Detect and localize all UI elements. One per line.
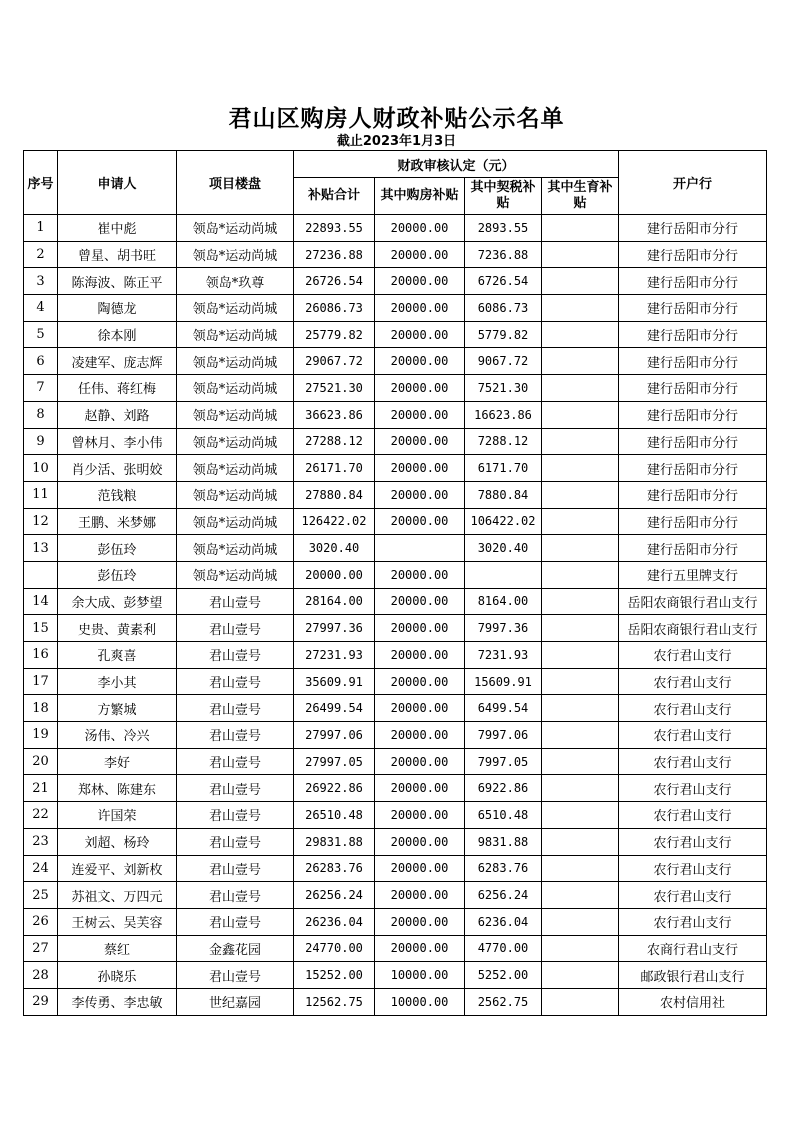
table-row bbox=[24, 268, 767, 295]
cell-applicant: 王鹏、米梦娜 bbox=[58, 508, 177, 535]
cell-applicant: 曾林月、李小伟 bbox=[58, 428, 177, 455]
cell-bank: 农行君山支行 bbox=[619, 642, 767, 669]
cell-seq: 22 bbox=[24, 802, 58, 829]
cell-bank: 建行岳阳市分行 bbox=[619, 348, 767, 375]
cell-seq: 16 bbox=[24, 642, 58, 669]
cell-total: 29831.88 bbox=[294, 828, 375, 855]
cell-bank: 岳阳农商银行君山支行 bbox=[619, 588, 767, 615]
cell-purchase: 20000.00 bbox=[375, 668, 465, 695]
cell-purchase: 20000.00 bbox=[375, 775, 465, 802]
cell-applicant: 范钱粮 bbox=[58, 481, 177, 508]
cell-applicant: 刘超、杨玲 bbox=[58, 828, 177, 855]
cell-bank: 邮政银行君山支行 bbox=[619, 962, 767, 989]
header-applicant: 申请人 bbox=[58, 151, 177, 215]
cell-applicant: 肖少活、张明姣 bbox=[58, 455, 177, 482]
cell-applicant: 连爱平、刘新枚 bbox=[58, 855, 177, 882]
cell-seq: 2 bbox=[24, 241, 58, 268]
cell-birth bbox=[542, 802, 619, 829]
table-row bbox=[24, 295, 767, 322]
cell-deed: 8164.00 bbox=[465, 588, 542, 615]
header-deed: 其中契税补贴 bbox=[465, 178, 542, 215]
cell-seq: 20 bbox=[24, 748, 58, 775]
cell-purchase: 20000.00 bbox=[375, 642, 465, 669]
cell-seq: 5 bbox=[24, 321, 58, 348]
cell-applicant: 陈海波、陈正平 bbox=[58, 268, 177, 295]
cell-purchase: 20000.00 bbox=[375, 375, 465, 402]
cell-deed: 7236.88 bbox=[465, 241, 542, 268]
cell-total: 22893.55 bbox=[294, 215, 375, 242]
cell-total: 26256.24 bbox=[294, 882, 375, 909]
cell-total: 27997.06 bbox=[294, 722, 375, 749]
cell-bank: 农商行君山支行 bbox=[619, 935, 767, 962]
table-row bbox=[24, 508, 767, 535]
cell-birth bbox=[542, 828, 619, 855]
cell-birth bbox=[542, 295, 619, 322]
cell-bank: 农行君山支行 bbox=[619, 722, 767, 749]
cell-bank: 建行五里牌支行 bbox=[619, 561, 767, 588]
cell-bank: 建行岳阳市分行 bbox=[619, 295, 767, 322]
table-row bbox=[24, 828, 767, 855]
cell-applicant: 苏祖文、万四元 bbox=[58, 882, 177, 909]
cell-total: 26236.04 bbox=[294, 908, 375, 935]
cell-applicant: 孔爽喜 bbox=[58, 642, 177, 669]
cell-birth bbox=[542, 668, 619, 695]
cell-deed: 9831.88 bbox=[465, 828, 542, 855]
cell-seq bbox=[24, 561, 58, 588]
cell-seq: 23 bbox=[24, 828, 58, 855]
cell-seq: 28 bbox=[24, 962, 58, 989]
cell-seq: 25 bbox=[24, 882, 58, 909]
cell-birth bbox=[542, 508, 619, 535]
cell-deed: 7997.05 bbox=[465, 748, 542, 775]
table-row bbox=[24, 535, 767, 562]
cell-project: 领岛*运动尚城 bbox=[177, 508, 294, 535]
cell-bank: 农行君山支行 bbox=[619, 908, 767, 935]
cell-purchase: 20000.00 bbox=[375, 241, 465, 268]
cell-purchase: 10000.00 bbox=[375, 962, 465, 989]
cell-bank: 建行岳阳市分行 bbox=[619, 268, 767, 295]
cell-purchase: 20000.00 bbox=[375, 802, 465, 829]
cell-birth bbox=[542, 375, 619, 402]
cell-seq: 21 bbox=[24, 775, 58, 802]
cell-applicant: 汤伟、冷兴 bbox=[58, 722, 177, 749]
cell-deed: 6171.70 bbox=[465, 455, 542, 482]
cell-deed: 5252.00 bbox=[465, 962, 542, 989]
cell-applicant: 彭伍玲 bbox=[58, 561, 177, 588]
cell-purchase: 20000.00 bbox=[375, 748, 465, 775]
cell-seq: 24 bbox=[24, 855, 58, 882]
cell-birth bbox=[542, 642, 619, 669]
cell-total: 24770.00 bbox=[294, 935, 375, 962]
header-seq: 序号 bbox=[24, 151, 58, 215]
cell-purchase: 20000.00 bbox=[375, 828, 465, 855]
cell-applicant: 陶德龙 bbox=[58, 295, 177, 322]
cell-bank: 农行君山支行 bbox=[619, 748, 767, 775]
cell-total: 126422.02 bbox=[294, 508, 375, 535]
cell-total: 26499.54 bbox=[294, 695, 375, 722]
cell-birth bbox=[542, 321, 619, 348]
cell-project: 领岛*运动尚城 bbox=[177, 375, 294, 402]
header-birth: 其中生育补贴 bbox=[542, 178, 619, 215]
cell-bank: 农行君山支行 bbox=[619, 668, 767, 695]
subsidy-table bbox=[23, 150, 767, 1016]
cell-applicant: 凌建军、庞志辉 bbox=[58, 348, 177, 375]
cell-total: 27288.12 bbox=[294, 428, 375, 455]
cell-bank: 建行岳阳市分行 bbox=[619, 508, 767, 535]
cell-deed: 106422.02 bbox=[465, 508, 542, 535]
cell-seq: 17 bbox=[24, 668, 58, 695]
cell-project: 君山壹号 bbox=[177, 748, 294, 775]
cell-deed: 6922.86 bbox=[465, 775, 542, 802]
cell-seq: 15 bbox=[24, 615, 58, 642]
cell-purchase: 20000.00 bbox=[375, 908, 465, 935]
cell-purchase: 10000.00 bbox=[375, 988, 465, 1015]
table-row bbox=[24, 428, 767, 455]
cell-total: 15252.00 bbox=[294, 962, 375, 989]
table-row bbox=[24, 401, 767, 428]
header-finance-group: 财政审核认定（元） bbox=[294, 151, 619, 178]
cell-bank: 建行岳阳市分行 bbox=[619, 321, 767, 348]
cell-birth bbox=[542, 695, 619, 722]
cell-deed: 7997.06 bbox=[465, 722, 542, 749]
cell-total: 27997.05 bbox=[294, 748, 375, 775]
cell-applicant: 赵静、刘路 bbox=[58, 401, 177, 428]
table-row bbox=[24, 561, 767, 588]
table-row bbox=[24, 962, 767, 989]
cell-project: 世纪嘉园 bbox=[177, 988, 294, 1015]
cell-seq: 1 bbox=[24, 215, 58, 242]
cell-applicant: 郑林、陈建东 bbox=[58, 775, 177, 802]
table-row bbox=[24, 642, 767, 669]
cell-birth bbox=[542, 241, 619, 268]
cell-purchase: 20000.00 bbox=[375, 855, 465, 882]
cell-birth bbox=[542, 348, 619, 375]
cell-applicant: 方繁城 bbox=[58, 695, 177, 722]
cell-seq: 10 bbox=[24, 455, 58, 482]
cell-birth bbox=[542, 401, 619, 428]
cell-seq: 27 bbox=[24, 935, 58, 962]
cell-project: 君山壹号 bbox=[177, 828, 294, 855]
cell-seq: 13 bbox=[24, 535, 58, 562]
cell-project: 君山壹号 bbox=[177, 882, 294, 909]
cell-purchase: 20000.00 bbox=[375, 561, 465, 588]
table-row bbox=[24, 775, 767, 802]
cell-project: 君山壹号 bbox=[177, 695, 294, 722]
cell-seq: 12 bbox=[24, 508, 58, 535]
cell-applicant: 许国荣 bbox=[58, 802, 177, 829]
table-row bbox=[24, 215, 767, 242]
cell-purchase: 20000.00 bbox=[375, 695, 465, 722]
cell-purchase: 20000.00 bbox=[375, 722, 465, 749]
cell-purchase: 20000.00 bbox=[375, 295, 465, 322]
cell-birth bbox=[542, 962, 619, 989]
cell-total: 25779.82 bbox=[294, 321, 375, 348]
cell-bank: 农村信用社 bbox=[619, 988, 767, 1015]
cell-project: 君山壹号 bbox=[177, 855, 294, 882]
cell-total: 27236.88 bbox=[294, 241, 375, 268]
cell-applicant: 史贵、黄素利 bbox=[58, 615, 177, 642]
cell-bank: 建行岳阳市分行 bbox=[619, 481, 767, 508]
cell-birth bbox=[542, 748, 619, 775]
cell-deed: 6726.54 bbox=[465, 268, 542, 295]
cell-total: 26726.54 bbox=[294, 268, 375, 295]
cell-purchase: 20000.00 bbox=[375, 268, 465, 295]
cell-applicant: 孙晓乐 bbox=[58, 962, 177, 989]
cell-project: 领岛*运动尚城 bbox=[177, 321, 294, 348]
header-purchase: 其中购房补贴 bbox=[375, 178, 465, 215]
cell-project: 君山壹号 bbox=[177, 775, 294, 802]
cell-total: 27231.93 bbox=[294, 642, 375, 669]
cell-total: 26086.73 bbox=[294, 295, 375, 322]
table-row bbox=[24, 722, 767, 749]
cell-purchase: 20000.00 bbox=[375, 882, 465, 909]
cell-purchase: 20000.00 bbox=[375, 321, 465, 348]
cell-bank: 建行岳阳市分行 bbox=[619, 455, 767, 482]
cell-total: 26171.70 bbox=[294, 455, 375, 482]
cell-applicant: 彭伍玲 bbox=[58, 535, 177, 562]
cell-project: 领岛*运动尚城 bbox=[177, 428, 294, 455]
cell-bank: 建行岳阳市分行 bbox=[619, 241, 767, 268]
cell-total: 29067.72 bbox=[294, 348, 375, 375]
cell-purchase: 20000.00 bbox=[375, 428, 465, 455]
cell-project: 领岛*运动尚城 bbox=[177, 455, 294, 482]
cell-total: 27997.36 bbox=[294, 615, 375, 642]
table-body bbox=[24, 215, 767, 1016]
table-row bbox=[24, 455, 767, 482]
cell-birth bbox=[542, 455, 619, 482]
cell-project: 金鑫花园 bbox=[177, 935, 294, 962]
page-subtitle: 截止2023年1月3日 bbox=[336, 134, 457, 149]
cell-project: 领岛*运动尚城 bbox=[177, 401, 294, 428]
table-row bbox=[24, 615, 767, 642]
cell-seq: 8 bbox=[24, 401, 58, 428]
header-total: 补贴合计 bbox=[294, 178, 375, 215]
cell-total: 27521.30 bbox=[294, 375, 375, 402]
cell-applicant: 任伟、蒋红梅 bbox=[58, 375, 177, 402]
cell-purchase: 20000.00 bbox=[375, 935, 465, 962]
cell-deed: 4770.00 bbox=[465, 935, 542, 962]
cell-birth bbox=[542, 908, 619, 935]
cell-total: 26510.48 bbox=[294, 802, 375, 829]
header-bank: 开户行 bbox=[619, 151, 767, 215]
cell-deed: 7288.12 bbox=[465, 428, 542, 455]
table-row bbox=[24, 695, 767, 722]
cell-project: 君山壹号 bbox=[177, 615, 294, 642]
cell-deed: 9067.72 bbox=[465, 348, 542, 375]
cell-project: 君山壹号 bbox=[177, 962, 294, 989]
cell-purchase: 20000.00 bbox=[375, 481, 465, 508]
cell-applicant: 李好 bbox=[58, 748, 177, 775]
cell-project: 君山壹号 bbox=[177, 588, 294, 615]
cell-applicant: 蔡红 bbox=[58, 935, 177, 962]
cell-project: 领岛*运动尚城 bbox=[177, 215, 294, 242]
table-row bbox=[24, 321, 767, 348]
table-row bbox=[24, 348, 767, 375]
cell-seq: 29 bbox=[24, 988, 58, 1015]
cell-birth bbox=[542, 722, 619, 749]
cell-birth bbox=[542, 535, 619, 562]
cell-applicant: 王树云、吴芙容 bbox=[58, 908, 177, 935]
cell-deed: 15609.91 bbox=[465, 668, 542, 695]
cell-applicant: 曾星、胡书旺 bbox=[58, 241, 177, 268]
table-row bbox=[24, 988, 767, 1015]
cell-applicant: 崔中彪 bbox=[58, 215, 177, 242]
cell-total: 35609.91 bbox=[294, 668, 375, 695]
cell-birth bbox=[542, 882, 619, 909]
cell-bank: 农行君山支行 bbox=[619, 695, 767, 722]
cell-deed: 3020.40 bbox=[465, 535, 542, 562]
cell-applicant: 余大成、彭梦望 bbox=[58, 588, 177, 615]
cell-seq: 26 bbox=[24, 908, 58, 935]
cell-total: 26283.76 bbox=[294, 855, 375, 882]
cell-purchase: 20000.00 bbox=[375, 401, 465, 428]
table-row bbox=[24, 668, 767, 695]
cell-seq: 19 bbox=[24, 722, 58, 749]
cell-project: 君山壹号 bbox=[177, 668, 294, 695]
cell-project: 领岛*玖尊 bbox=[177, 268, 294, 295]
cell-deed: 7231.93 bbox=[465, 642, 542, 669]
cell-deed: 6499.54 bbox=[465, 695, 542, 722]
cell-purchase: 20000.00 bbox=[375, 455, 465, 482]
table-row bbox=[24, 802, 767, 829]
cell-total: 26922.86 bbox=[294, 775, 375, 802]
cell-bank: 农行君山支行 bbox=[619, 802, 767, 829]
cell-applicant: 徐本刚 bbox=[58, 321, 177, 348]
cell-project: 领岛*运动尚城 bbox=[177, 535, 294, 562]
cell-bank: 建行岳阳市分行 bbox=[619, 401, 767, 428]
cell-bank: 建行岳阳市分行 bbox=[619, 535, 767, 562]
cell-total: 36623.86 bbox=[294, 401, 375, 428]
cell-deed: 6236.04 bbox=[465, 908, 542, 935]
cell-bank: 建行岳阳市分行 bbox=[619, 375, 767, 402]
table-row bbox=[24, 855, 767, 882]
cell-bank: 岳阳农商银行君山支行 bbox=[619, 615, 767, 642]
cell-purchase bbox=[375, 535, 465, 562]
table-row bbox=[24, 588, 767, 615]
cell-project: 领岛*运动尚城 bbox=[177, 348, 294, 375]
cell-seq: 6 bbox=[24, 348, 58, 375]
cell-purchase: 20000.00 bbox=[375, 348, 465, 375]
cell-applicant: 李传勇、李忠敏 bbox=[58, 988, 177, 1015]
cell-birth bbox=[542, 268, 619, 295]
cell-birth bbox=[542, 215, 619, 242]
cell-seq: 11 bbox=[24, 481, 58, 508]
cell-bank: 农行君山支行 bbox=[619, 882, 767, 909]
cell-project: 领岛*运动尚城 bbox=[177, 561, 294, 588]
cell-seq: 18 bbox=[24, 695, 58, 722]
cell-purchase: 20000.00 bbox=[375, 215, 465, 242]
cell-project: 领岛*运动尚城 bbox=[177, 295, 294, 322]
cell-project: 君山壹号 bbox=[177, 642, 294, 669]
table-row bbox=[24, 935, 767, 962]
cell-bank: 建行岳阳市分行 bbox=[619, 428, 767, 455]
cell-deed: 16623.86 bbox=[465, 401, 542, 428]
cell-birth bbox=[542, 855, 619, 882]
page-title: 君山区购房人财政补贴公示名单 bbox=[228, 106, 565, 132]
cell-birth bbox=[542, 988, 619, 1015]
cell-birth bbox=[542, 561, 619, 588]
cell-project: 领岛*运动尚城 bbox=[177, 241, 294, 268]
cell-deed: 6283.76 bbox=[465, 855, 542, 882]
cell-applicant: 李小其 bbox=[58, 668, 177, 695]
cell-bank: 农行君山支行 bbox=[619, 855, 767, 882]
cell-project: 领岛*运动尚城 bbox=[177, 481, 294, 508]
cell-deed: 6510.48 bbox=[465, 802, 542, 829]
cell-project: 君山壹号 bbox=[177, 908, 294, 935]
cell-total: 28164.00 bbox=[294, 588, 375, 615]
cell-total: 20000.00 bbox=[294, 561, 375, 588]
cell-bank: 农行君山支行 bbox=[619, 775, 767, 802]
cell-purchase: 20000.00 bbox=[375, 588, 465, 615]
cell-project: 君山壹号 bbox=[177, 722, 294, 749]
cell-project: 君山壹号 bbox=[177, 802, 294, 829]
cell-birth bbox=[542, 481, 619, 508]
cell-seq: 3 bbox=[24, 268, 58, 295]
cell-birth bbox=[542, 615, 619, 642]
header-project: 项目楼盘 bbox=[177, 151, 294, 215]
cell-deed bbox=[465, 561, 542, 588]
cell-seq: 9 bbox=[24, 428, 58, 455]
cell-total: 27880.84 bbox=[294, 481, 375, 508]
table-row bbox=[24, 241, 767, 268]
table-row bbox=[24, 882, 767, 909]
cell-total: 12562.75 bbox=[294, 988, 375, 1015]
table-row bbox=[24, 375, 767, 402]
cell-birth bbox=[542, 935, 619, 962]
cell-seq: 14 bbox=[24, 588, 58, 615]
cell-total: 3020.40 bbox=[294, 535, 375, 562]
cell-birth bbox=[542, 775, 619, 802]
cell-deed: 5779.82 bbox=[465, 321, 542, 348]
table-row bbox=[24, 748, 767, 775]
cell-birth bbox=[542, 428, 619, 455]
cell-deed: 6086.73 bbox=[465, 295, 542, 322]
cell-deed: 2893.55 bbox=[465, 215, 542, 242]
cell-deed: 6256.24 bbox=[465, 882, 542, 909]
cell-birth bbox=[542, 588, 619, 615]
cell-deed: 2562.75 bbox=[465, 988, 542, 1015]
cell-seq: 7 bbox=[24, 375, 58, 402]
table-row bbox=[24, 908, 767, 935]
cell-deed: 7521.30 bbox=[465, 375, 542, 402]
cell-deed: 7880.84 bbox=[465, 481, 542, 508]
cell-bank: 农行君山支行 bbox=[619, 828, 767, 855]
cell-deed: 7997.36 bbox=[465, 615, 542, 642]
cell-purchase: 20000.00 bbox=[375, 508, 465, 535]
table-row bbox=[24, 481, 767, 508]
cell-bank: 建行岳阳市分行 bbox=[619, 215, 767, 242]
cell-seq: 4 bbox=[24, 295, 58, 322]
cell-purchase: 20000.00 bbox=[375, 615, 465, 642]
